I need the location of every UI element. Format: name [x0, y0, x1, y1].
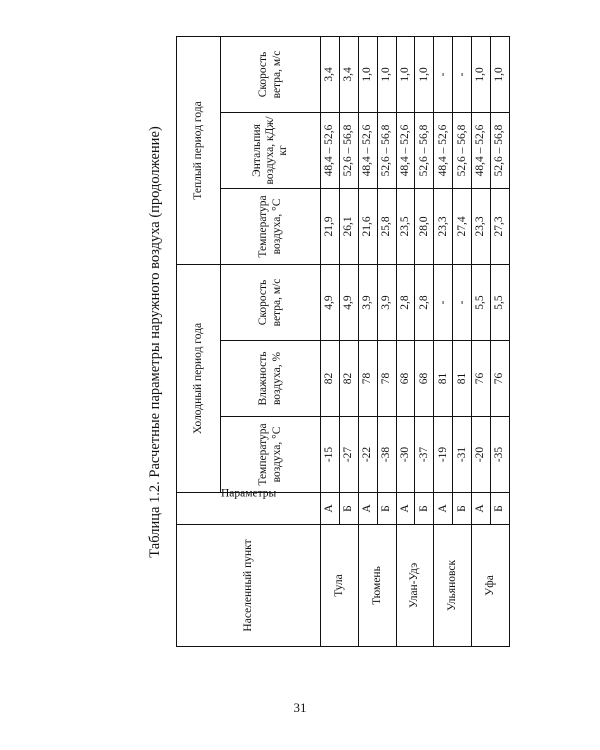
param-cell: А — [358, 493, 377, 525]
enthalpy-cell: 48,4 – 52,6 — [396, 112, 415, 188]
warm-temp-cell: 26,1 — [339, 188, 358, 264]
cold-wind-cell: 2,8 — [415, 264, 434, 340]
warm-temp-cell: 23,3 — [434, 188, 453, 264]
param-cell: А — [434, 493, 453, 525]
warm-temp-cell: 25,8 — [377, 188, 396, 264]
warm-wind-cell: 1,0 — [472, 36, 491, 112]
humidity-cell: 76 — [472, 341, 491, 417]
cold-wind-cell: - — [453, 264, 472, 340]
param-cell: А — [472, 493, 491, 525]
humidity-cell: 81 — [434, 341, 453, 417]
page-number: 31 — [293, 700, 307, 715]
rotated-table-block — [140, 37, 510, 647]
humidity-cell: 78 — [377, 341, 396, 417]
enthalpy-cell: 52,6 – 56,8 — [453, 112, 472, 188]
humidity-cell: 82 — [339, 341, 358, 417]
param-cell: А — [396, 493, 415, 525]
humidity-cell: 82 — [321, 341, 340, 417]
cold-wind-cell: 4,9 — [339, 264, 358, 340]
header-cold-humidity: Влажность воздуха, % — [221, 341, 321, 417]
city-cell: Тюмень — [358, 525, 396, 647]
param-cell: Б — [491, 493, 510, 525]
enthalpy-cell: 52,6 – 56,8 — [415, 112, 434, 188]
enthalpy-cell: 48,4 – 52,6 — [472, 112, 491, 188]
cold-temp-cell: -31 — [453, 417, 472, 493]
cold-temp-cell: -30 — [396, 417, 415, 493]
cold-wind-cell: 5,5 — [491, 264, 510, 340]
enthalpy-cell: 52,6 – 56,8 — [339, 112, 358, 188]
warm-temp-cell: 21,6 — [358, 188, 377, 264]
warm-temp-cell: 27,3 — [491, 188, 510, 264]
cold-temp-cell: -35 — [491, 417, 510, 493]
warm-temp-cell: 23,3 — [472, 188, 491, 264]
header-cold-wind: Скорость ветра, м/с — [221, 264, 321, 340]
cold-wind-cell: 4,9 — [321, 264, 340, 340]
table-row — [321, 36, 340, 646]
param-cell: Б — [415, 493, 434, 525]
warm-wind-cell: 1,0 — [415, 36, 434, 112]
cold-temp-cell: -19 — [434, 417, 453, 493]
cold-wind-cell: 3,9 — [377, 264, 396, 340]
param-cell: Б — [339, 493, 358, 525]
warm-wind-cell: 3,4 — [339, 36, 358, 112]
header-warm-temp: Температура воздуха, °C — [221, 188, 321, 264]
humidity-cell: 81 — [453, 341, 472, 417]
cold-temp-cell: -37 — [415, 417, 434, 493]
enthalpy-cell: 48,4 – 52,6 — [358, 112, 377, 188]
param-cell: Б — [377, 493, 396, 525]
warm-temp-cell: 28,0 — [415, 188, 434, 264]
header-warm-wind: Скорость ветра, м/с — [221, 36, 321, 112]
header-params — [177, 487, 321, 525]
warm-wind-cell: 1,0 — [358, 36, 377, 112]
warm-temp-cell: 23,5 — [396, 188, 415, 264]
cold-wind-cell: 2,8 — [396, 264, 415, 340]
warm-wind-cell: 1,0 — [377, 36, 396, 112]
table-row — [358, 36, 377, 646]
header-cold-temp: Температура воздуха, °C — [221, 417, 321, 493]
humidity-cell: 68 — [415, 341, 434, 417]
cold-wind-cell: 3,9 — [358, 264, 377, 340]
city-cell: Тула — [321, 525, 359, 647]
table-row — [434, 36, 453, 646]
header-city: Населенный пункт — [177, 525, 321, 647]
warm-temp-cell: 27,4 — [453, 188, 472, 264]
cold-wind-cell: 5,5 — [472, 264, 491, 340]
warm-temp-cell: 21,9 — [321, 188, 340, 264]
header-warm-enthalpy: Энтальпия воздуха, кДж/кг — [221, 112, 321, 188]
header-warm-period: Теплый период года — [177, 36, 221, 264]
climate-table — [176, 36, 510, 647]
city-cell: Уфа — [472, 525, 510, 647]
enthalpy-cell: 52,6 – 56,8 — [377, 112, 396, 188]
enthalpy-cell: 52,6 – 56,8 — [491, 112, 510, 188]
humidity-cell: 76 — [491, 341, 510, 417]
cold-temp-cell: -20 — [472, 417, 491, 493]
warm-wind-cell: 1,0 — [396, 36, 415, 112]
cold-temp-cell: -22 — [358, 417, 377, 493]
param-cell: А — [321, 493, 340, 525]
warm-wind-cell: - — [453, 36, 472, 112]
enthalpy-cell: 48,4 – 52,6 — [321, 112, 340, 188]
param-cell: Б — [453, 493, 472, 525]
table-row — [472, 36, 491, 646]
header-cold-period: Холодный период года — [177, 264, 221, 492]
cold-temp-cell: -27 — [339, 417, 358, 493]
warm-wind-cell: - — [434, 36, 453, 112]
cold-wind-cell: - — [434, 264, 453, 340]
humidity-cell: 78 — [358, 341, 377, 417]
table-row — [396, 36, 415, 646]
warm-wind-cell: 3,4 — [321, 36, 340, 112]
cold-temp-cell: -38 — [377, 417, 396, 493]
city-cell: Ульяновск — [434, 525, 472, 647]
enthalpy-cell: 48,4 – 52,6 — [434, 112, 453, 188]
cold-temp-cell: -15 — [321, 417, 340, 493]
header-params-label: Параметры — [220, 487, 277, 500]
warm-wind-cell: 1,0 — [491, 36, 510, 112]
humidity-cell: 68 — [396, 341, 415, 417]
table-caption: Таблица 1.2. Расчетные параметры наружного воздуха (продолжение) — [147, 126, 163, 558]
city-cell: Улан-Удэ — [396, 525, 434, 647]
